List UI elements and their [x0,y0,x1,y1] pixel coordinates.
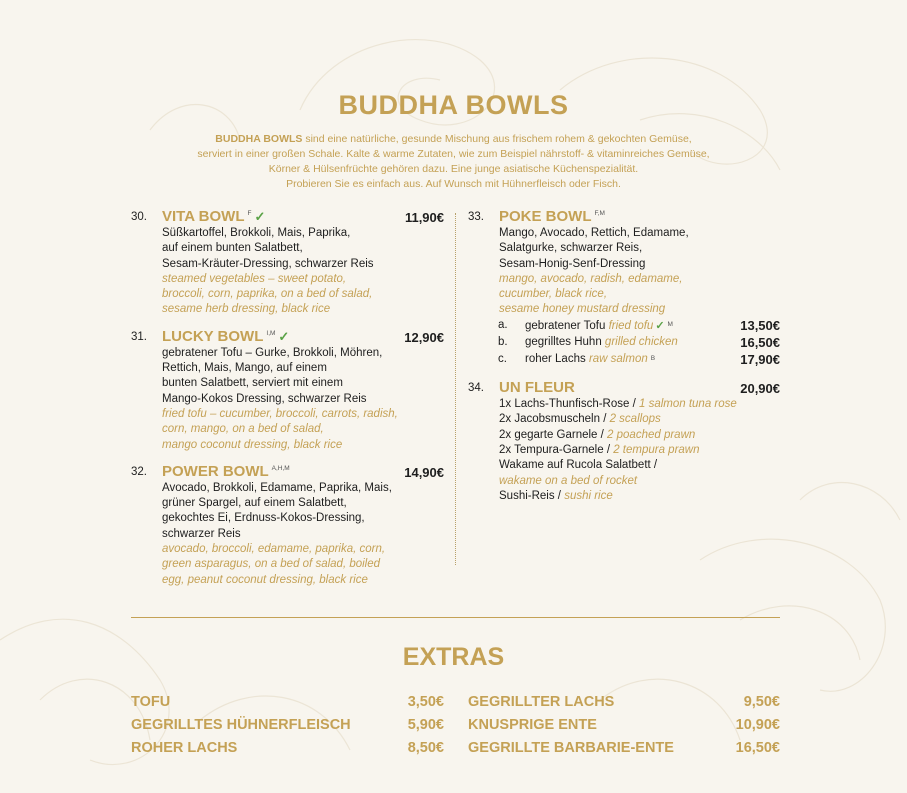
extras-column-right [468,694,780,763]
desc-de-line: Salatgurke, schwarzer Reis, [499,242,643,255]
fleur-line [499,412,780,427]
desc-en-line: mango, avocado, radish, edamame, [499,272,683,285]
vegetarian-leaf-icon: ✓ [254,209,266,224]
fleur-en: 2 scallops [609,413,661,426]
desc-en-line: egg, peanut coconut dressing, black rice [162,573,368,586]
option-en: raw salmon [588,352,648,365]
item-number: 32. [131,465,147,478]
menu-item-vita-bowl [131,208,444,318]
option-text [525,353,655,365]
menu-item-lucky-bowl [131,328,444,453]
extra-price: 5,90€ [407,717,444,733]
item-number: 34. [468,381,484,394]
item-price: 12,90€ [404,329,444,345]
extra-item [468,717,780,740]
item-price: 11,90€ [404,210,444,225]
option-de: gebratener Tofu [525,319,606,332]
desc-en-line: green asparagus, on a bed of salad, boiled [162,558,381,571]
desc-en-line: steamed vegetables – sweet potato, [162,272,347,285]
extra-name: ROHER LACHS [131,740,238,756]
desc-de-line: gebratener Tofu – Gurke, Brokkoli, Möhren, [162,346,383,359]
option-de: gegrilltes Huhn [525,335,602,348]
fleur-de: 2x Jacobsmuscheln / [499,413,610,426]
item-name-text: LUCKY BOWL [162,327,264,345]
desc-de-line: gekochtes Ei, Erdnuss-Kokos-Dressing, [162,512,365,525]
extra-name: TOFU [131,694,171,710]
desc-en-line: mango coconut dressing, black rice [162,438,343,451]
desc-en-line: sesame herb dressing, black rice [162,303,331,316]
option-letter: b. [498,335,508,348]
option-text [525,319,673,332]
desc-de-line: auf einem bunten Salatbett, [162,242,303,255]
fleur-en: 1 salmon tuna rose [638,397,737,410]
extra-item [468,740,780,763]
fleur-en: wakame on a bed of rocket [499,474,638,487]
item-name [162,208,265,225]
menu-column-right [468,208,780,515]
item-name: UN FLEUR [499,378,575,396]
allergen-codes: F,M [594,210,605,217]
extra-price: 8,50€ [407,740,444,756]
fleur-en: 2 tempura prawn [613,444,700,456]
fleur-de: 2x gegarte Garnele / [499,428,608,441]
allergen-codes: A,H,M [271,464,290,472]
section-divider [131,617,780,618]
fleur-line [499,474,780,489]
fleur-de: Sushi-Reis / [499,490,565,503]
desc-de-line: Sesam-Honig-Senf-Dressing [499,257,646,270]
option-letter: a. [498,318,508,331]
item-description [162,226,444,318]
option-price: 17,90€ [740,351,780,367]
item-name [162,463,290,480]
menu-item-poke-bowl [468,208,780,369]
desc-de-line: schwarzer Reis [162,527,241,540]
desc-en-line: fried tofu – cucumber, broccoli, carrots, radish, [162,407,398,420]
allergen-codes: F [247,210,252,217]
extra-name: GEGRILLTE BARBARIE-ENTE [468,740,674,756]
page-title: BUDDHA BOWLS [338,90,569,120]
fleur-line [499,489,780,504]
item-price: 20,90€ [740,380,780,396]
item-description [162,346,444,453]
poke-option-c [499,352,780,369]
desc-de-line: Rettich, Mais, Mango, auf einem [162,362,327,375]
option-text [525,336,678,348]
item-name-text: VITA BOWL [162,208,245,225]
allergen-codes: M [667,320,673,328]
fleur-de: 2x Tempura-Garnele / [499,444,614,456]
item-number: 30. [131,211,147,223]
fleur-line [499,443,780,458]
desc-de-line: Mango-Kokos Dressing, schwarzer Reis [162,392,367,405]
intro-line: Körner & Hülsenfrüchte gehören dazu. Eine junge asiatische Küchenspezialität. [268,163,639,175]
item-number: 31. [131,330,147,343]
item-price: 14,90€ [404,464,444,480]
menu-column-left [131,208,444,598]
extras-title: EXTRAS [402,643,505,671]
item-number: 33. [468,211,484,223]
option-en: fried tofu [608,319,654,332]
item-description [499,226,780,318]
option-price: 16,50€ [740,334,780,350]
fleur-en: sushi rice [564,490,613,503]
intro-bold: BUDDHA BOWLS [215,133,303,145]
extra-item [468,694,780,717]
extra-item [131,740,444,763]
item-name [499,208,605,225]
item-name [162,328,289,345]
fleur-line [499,397,780,412]
extra-price: 10,90€ [735,717,780,733]
extra-name: GEGRILLTES HÜHNERFLEISCH [131,717,351,733]
fleur-line [499,458,780,473]
poke-option-b [499,335,780,352]
extra-price: 3,50€ [407,694,444,710]
desc-de-line: Sesam-Kräuter-Dressing, schwarzer Reis [162,257,374,270]
desc-en-line: corn, mango, on a bed of salad, [162,423,324,436]
option-de: roher Lachs [525,352,586,365]
extra-item [131,717,444,740]
option-letter: c. [498,352,507,365]
fleur-en: 2 poached prawn [607,428,696,441]
fleur-line [499,428,780,443]
menu-item-un-fleur [468,379,780,505]
extra-name: KNUSPRIGE ENTE [468,717,597,733]
option-en: grilled chicken [604,335,678,348]
desc-de-line: grüner Spargel, auf einem Salatbett, [162,497,347,510]
intro-line: sind eine natürliche, gesunde Mischung aus frischem rohem & gekochten Gemüse, [302,133,692,145]
item-name-text: POWER BOWL [162,462,269,480]
extras-column-left [131,694,444,763]
desc-en-line: cucumber, black rice, [499,288,608,301]
allergen-codes: I,M [266,329,276,337]
item-name-text: POKE BOWL [499,208,592,225]
column-divider [455,213,456,565]
vegetarian-leaf-icon: ✓ [278,328,290,344]
desc-de-line: Avocado, Brokkoli, Edamame, Paprika, Mais, [162,481,392,494]
desc-en-line: avocado, broccoli, edamame, paprika, corn, [162,543,386,556]
desc-de-line: Mango, Avocado, Rettich, Edamame, [499,227,689,239]
intro-line: Probieren Sie es einfach aus. Auf Wunsch mit Hühnerfleisch oder Fisch. [286,178,621,190]
desc-de-line: bunten Salatbett, serviert mit einem [162,377,343,390]
desc-en-line: sesame honey mustard dressing [499,303,666,316]
desc-de-line: Süßkartoffel, Brokkoli, Mais, Paprika, [162,227,351,239]
poke-option-a [499,318,780,335]
vegetarian-leaf-icon: ✓ [655,319,665,332]
option-price: 13,50€ [740,317,780,333]
menu-item-power-bowl [131,463,444,588]
intro-line: serviert in einer großen Schale. Kalte & warme Zutaten, wie zum Beispiel nährstoff- & vitaminreiches Gemüse, [197,148,710,160]
fleur-de: Wakame auf Rucola Salatbett / [499,459,658,472]
extra-price: 9,50€ [743,694,780,710]
allergen-codes: B [650,354,656,362]
item-description [162,481,444,588]
extra-price: 16,50€ [735,740,780,756]
intro-text [150,132,757,192]
desc-en-line: broccoli, corn, paprika, on a bed of salad, [162,288,373,301]
extra-item [131,694,444,717]
extra-name: GEGRILLTER LACHS [468,694,615,710]
fleur-de: 1x Lachs-Thunfisch-Rose / [499,397,639,410]
